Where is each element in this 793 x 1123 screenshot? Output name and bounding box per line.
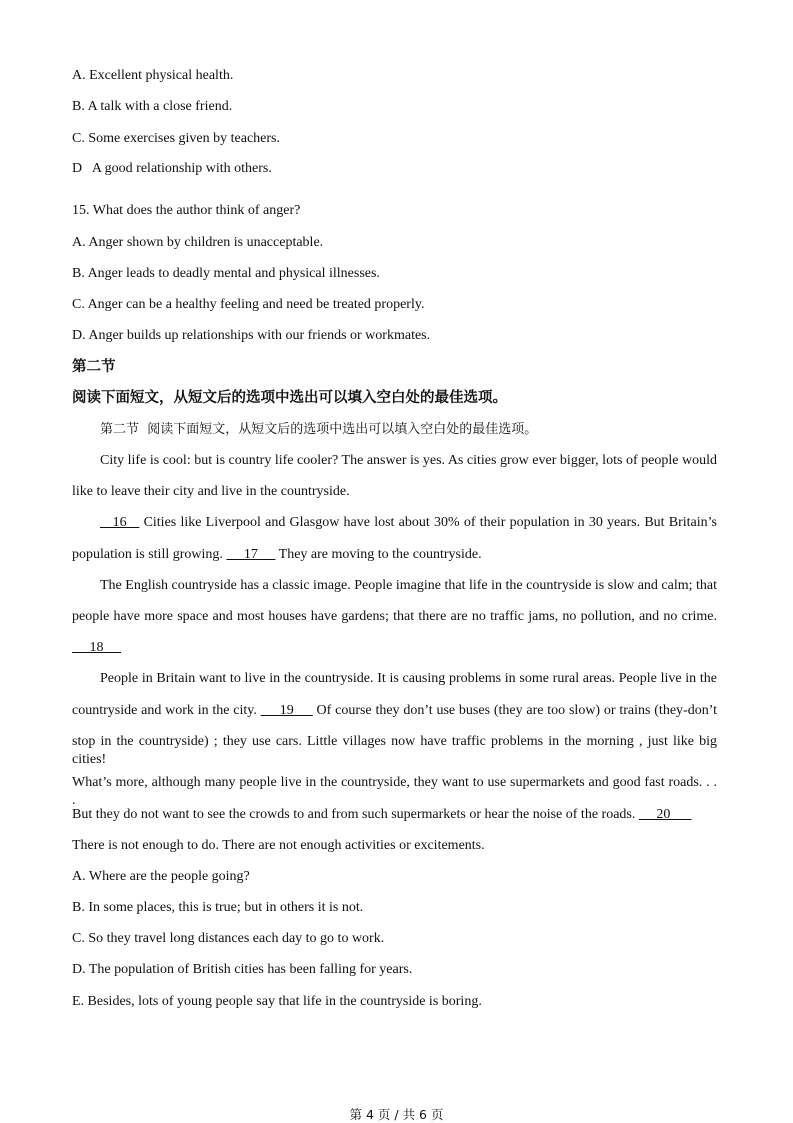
passage-line: There is not enough to do. There are not enough activities or excitements. xyxy=(72,838,485,853)
blank-18: 18 xyxy=(72,640,121,655)
answer-option-a: A. Where are the people going? xyxy=(72,869,250,884)
passage-line: What’s more, although many people live in the countryside, they want to use supermarkets and good fast roads. . . . xyxy=(72,775,717,808)
q15-option-a: A. Anger shown by children is unacceptable. xyxy=(72,235,324,250)
passage-line: stop in the countryside) ; they use cars. Little villages now have traffic problems in the morning , just like big cities! xyxy=(72,734,717,767)
blank-16: 16 xyxy=(100,515,140,530)
q14-option-b: B. A talk with a close friend. xyxy=(72,99,233,114)
passage-line xyxy=(72,806,691,824)
passage-text: They are moving to the countryside. xyxy=(275,547,482,562)
q15-option-b: B. Anger leads to deadly mental and physical illnesses. xyxy=(72,266,380,281)
passage-line xyxy=(72,702,717,720)
section-instruction-repeat: 第二节 阅读下面短文，从短文后的选项中选出可以填入空白处的最佳选项。 xyxy=(100,422,538,437)
q14-option-a: A. Excellent physical health. xyxy=(72,68,234,83)
answer-option-b: B. In some places, this is true; but in others it is not. xyxy=(72,900,364,915)
passage-line xyxy=(72,546,482,564)
passage-line xyxy=(100,514,717,532)
answer-option-d: D. The population of British cities has been falling for years. xyxy=(72,962,413,977)
blank-20: 20 xyxy=(638,807,692,822)
section-instruction: 阅读下面短文，从短文后的选项中选出可以填入空白处的最佳选项。 xyxy=(72,390,507,406)
passage-text: countryside and work in the city. xyxy=(72,703,261,718)
q15-option-d: D. Anger builds up relationships with our friends or workmates. xyxy=(72,328,431,343)
passage-text: Cities like Liverpool and Glasgow have lost about 30% of their population in 30 years. But Britain’s xyxy=(139,515,717,530)
passage-line: like to leave their city and live in the countryside. xyxy=(72,484,350,499)
answer-option-c: C. So they travel long distances each day to go to work. xyxy=(72,931,385,946)
blank-19: 19 xyxy=(260,703,313,718)
passage-line: The English countryside has a classic image. People imagine that life in the countryside is slow and calm; that xyxy=(100,578,718,593)
section-heading: 第二节 xyxy=(72,359,116,375)
page-footer: 第 4 页 / 共 6 页 xyxy=(349,1107,444,1122)
q14-option-d: D A good relationship with others. xyxy=(72,161,272,176)
passage-text: But they do not want to see the crowds to and from such supermarkets or hear the noise of the roads. xyxy=(72,807,639,822)
passage-line: People in Britain want to live in the countryside. It is causing problems in some rural areas. People live in the xyxy=(100,671,717,686)
passage-line: people have more space and most houses have gardens; that there are no traffic jams, no pollution, and no crime. xyxy=(72,609,717,624)
q14-option-c: C. Some exercises given by teachers. xyxy=(72,131,280,146)
q15-option-c: C. Anger can be a healthy feeling and need be treated properly. xyxy=(72,297,425,312)
passage-text: Of course they don’t use buses (they are too slow) or trains (they-don’t xyxy=(312,703,717,718)
answer-option-e: E. Besides, lots of young people say that life in the countryside is boring. xyxy=(72,994,482,1009)
q15-question: 15. What does the author think of anger? xyxy=(72,203,301,218)
blank-17: 17 xyxy=(226,547,276,562)
passage-text: population is still growing. xyxy=(72,547,227,562)
passage-line xyxy=(72,639,121,657)
passage-line: City life is cool: but is country life cooler? The answer is yes. As cities grow ever bigger, lots of people would xyxy=(100,453,717,468)
